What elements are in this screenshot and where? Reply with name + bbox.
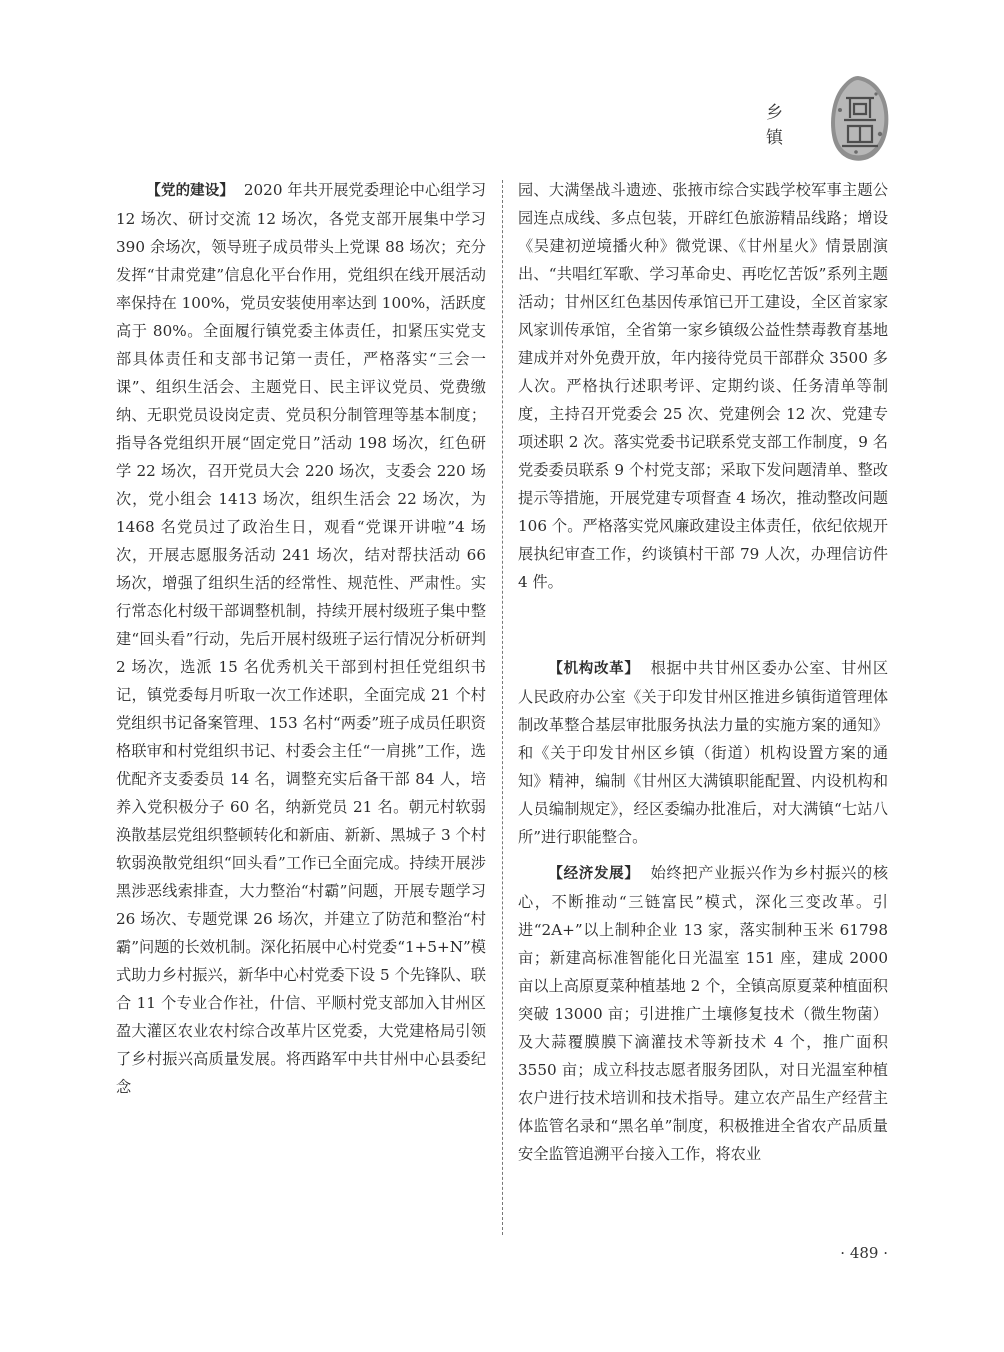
reform-tag: 【机构改革】 [548, 661, 640, 677]
right-column-top [518, 176, 888, 656]
right-column-bottom [518, 654, 888, 1234]
left-column [116, 176, 486, 1236]
party-building-paragraph [116, 176, 486, 1101]
economy-text: 始终把产业振兴作为乡村振兴的核心，不断推动“三链富民”模式，深化三变改革。引进“2A+”以上制种企业 13 家，落实制种玉米 61798 亩；新建高标准智能化日光温室 151 座，建成 2000 亩以上高原夏菜种植基地 2 个，全镇高原夏菜种植面积突破 13000 亩；引进推广土壤修复技术（微生物菌）及大蒜覆膜膜下滴灌技术等新技术 4 个，推广面积 3550 亩；成立科技志愿者服务团队，对日光温室种植农户进行技术培训和技术指导。建立农产品生产经营主体监管名录和“黑名单”制度，积极推进全省农产品质量安全监管追溯平台接入工作，将农业 [518, 864, 888, 1163]
page-number: · 489 · [840, 1244, 888, 1262]
stone-seal-emblem-icon [828, 74, 892, 162]
reform-paragraph [518, 654, 888, 851]
column-divider [502, 180, 503, 1235]
economy-paragraph [518, 859, 888, 1168]
party-building-continuation: 园、大满堡战斗遗迹、张掖市综合实践学校军事主题公园连点成线、多点包装，开辟红色旅游精品线路；增设《吴建初逆境播火种》微党课、《甘州星火》情景剧演出、“共唱红军歌、学习革命史、再吃忆苦饭”系列主题活动；甘州区红色基因传承馆已开工建设，全区首家家风家训传承馆，全省第一家乡镇级公益性禁毒教育基地建成并对外免费开放，年内接待党员干部群众 3500 多人次。严格执行述职考评、定期约谈、任务清单等制度，主持召开党委会 25 次、党建例会 12 次、党建专项述职 2 次。落实党委书记联系党支部工作制度，9 名党委委员联系 9 个村党支部；采取下发问题清单、整改提示等措施，开展党建专项督查 4 场次，推动整改问题 106 个。严格落实党风廉政建设主体责任，依纪依规开展执纪审查工作，约谈镇村干部 79 人次，办理信访件 4 件。 [518, 181, 888, 591]
party-building-tag: 【党的建设】 [146, 183, 234, 199]
party-building-text: 2020 年共开展党委理论中心组学习 12 场次、研讨交流 12 场次，各党支部开展集中学习 390 余场次，领导班子成员带头上党课 88 场次；充分发挥“甘肃党建”信息化平台作用，党组织在线开展活动率保持在 100%，党员安装使用率达到 100%，活跃度高于 80%。全面履行镇党委主体责任，扣紧压实党支部具体责任和支部书记第一责任，严格落实“三会一课”、组织生活会、主题党日、民主评议党员、党费缴纳、无职党员设岗定责、党员积分制管理等基本制度；指导各党组织开展“固定党日”活动 198 场次，红色研学 22 场次，召开党员大会 220 场次，支委会 220 场次，党小组会 1413 场次，组织生活会 22 场次，为 1468 名党员过了政治生日，观看“党课开讲啦”4 场次，开展志愿服务活动 241 场次，结对帮扶活动 66 场次，增强了组织生活的经常性、规范性、严肃性。实行常态化村级干部调整机制，持续开展村级班子集中整建“回头看”行动，先后开展村级班子运行情况分析研判 2 场次，选派 15 名优秀机关干部到村担任党组织书记，镇党委每月听取一次工作述职，全面完成 21 个村党组织书记备案管理、153 名村“两委”班子成员任职资格联审和村党组织书记、村委会主任“一肩挑”工作，选优配齐支委委员 14 名，调整充实后备干部 84 人，培养入党积极分子 60 名，纳新党员 21 名。朝元村软弱涣散基层党组织整顿转化和新庙、新新、黑城子 3 个村软弱涣散党组织“回头看”工作已全面完成。持续开展涉黑涉恶线索排查，大力整治“村霸”问题，开展专题学习 26 场次、专题党课 26 场次，并建立了防范和整治“村霸”问题的长效机制。深化拓展中心村党委“1+5+N”模式助力乡村振兴，新华中心村党委下设 5 个先锋队、联合 11 个专业合作社，什信、平顺村党支部加入甘州区盈大灌区农业农村综合改革片区党委，大党建格局引领了乡村振兴高质量发展。将西路军中共甘州中心县委纪念 [116, 181, 486, 1096]
section-title: 乡 镇 [766, 103, 797, 148]
economy-tag: 【经济发展】 [548, 866, 640, 882]
reform-text: 根据中共甘州区委办公室、甘州区人民政府办公室《关于印发甘州区推进乡镇街道管理体制改革整合基层审批服务执法力量的实施方案的通知》和《关于印发甘州区乡镇（街道）机构设置方案的通知》精神，编制《甘州区大满镇职能配置、内设机构和人员编制规定》，经区委编办批准后，对大满镇“七站八所”进行职能整合。 [518, 659, 888, 846]
